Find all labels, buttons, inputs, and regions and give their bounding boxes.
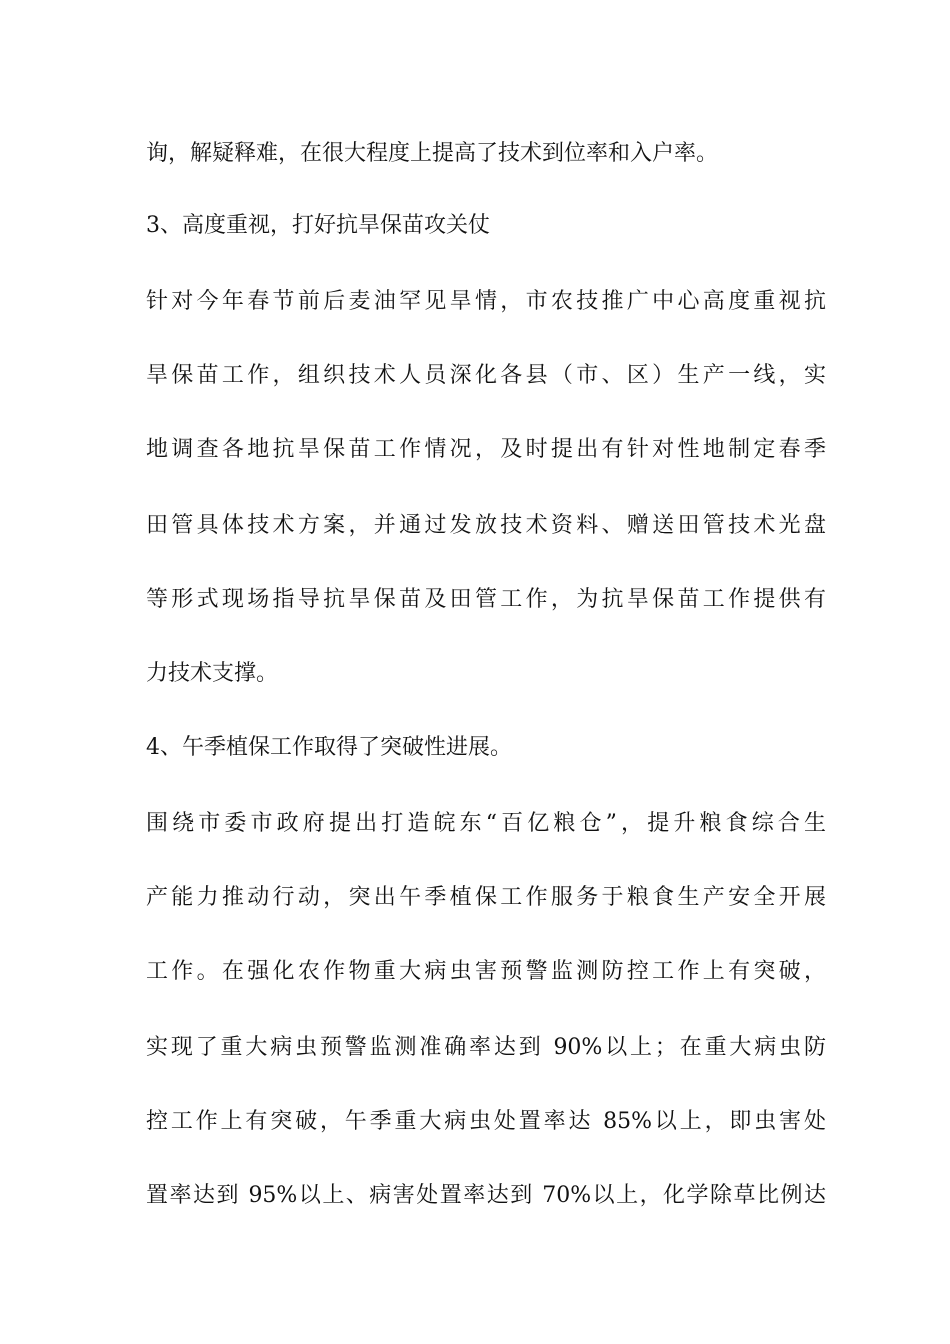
paragraph-line: 产能力推动行动，突出午季植保工作服务于粮食生产安全开展 [146, 885, 826, 910]
section-heading-4: 4、午季植保工作取得了突破性进展。 [146, 735, 512, 760]
paragraph-line: 工作。在强化农作物重大病虫害预警监测防控工作上有突破， [146, 959, 826, 984]
paragraph-line: 询，解疑释难，在很大程度上提高了技术到位率和入户率。 [146, 141, 719, 166]
paragraph-line: 控工作上有突破，午季重大病虫处置率达 85%以上，即虫害处 [146, 1109, 826, 1134]
paragraph-line: 旱保苗工作，组织技术人员深化各县（市、区）生产一线，实 [146, 363, 826, 388]
paragraph-line: 等形式现场指导抗旱保苗及田管工作，为抗旱保苗工作提供有 [146, 587, 826, 612]
paragraph-line: 置率达到 95%以上、病害处置率达到 70%以上，化学除草比例达 [146, 1183, 826, 1208]
paragraph-line: 针对今年春节前后麦油罕见旱情，市农技推广中心高度重视抗 [146, 289, 826, 314]
section-heading-3: 3、高度重视，打好抗旱保苗攻关仗 [146, 213, 490, 238]
paragraph-line: 围绕市委市政府提出打造皖东“百亿粮仓”，提升粮食综合生 [146, 811, 826, 836]
paragraph-line: 田管具体技术方案，并通过发放技术资料、赠送田管技术光盘 [146, 513, 826, 538]
paragraph-line: 实现了重大病虫预警监测准确率达到 90%以上；在重大病虫防 [146, 1035, 826, 1060]
paragraph-line: 力技术支撑。 [146, 661, 279, 686]
paragraph-line: 地调查各地抗旱保苗工作情况，及时提出有针对性地制定春季 [146, 437, 826, 462]
